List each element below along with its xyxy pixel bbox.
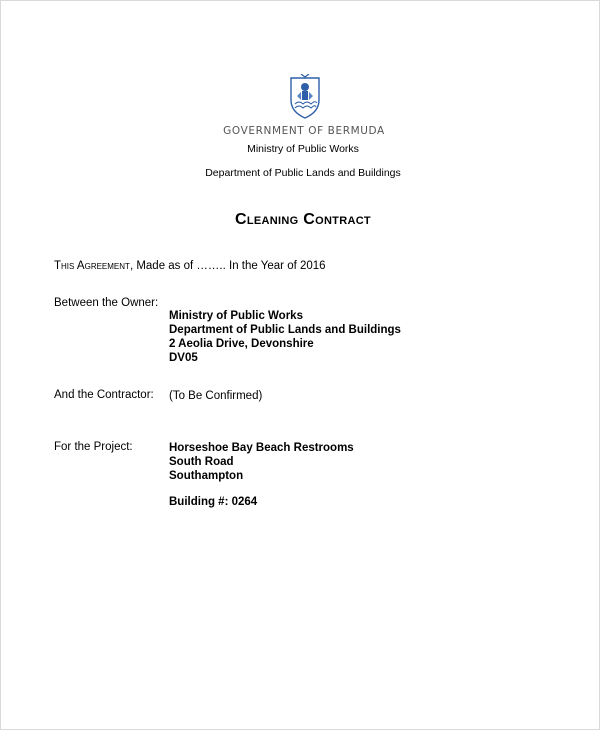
owner-label: Between the Owner: bbox=[54, 297, 159, 309]
government-name: GOVERNMENT OF BERMUDA bbox=[223, 125, 385, 137]
project-line: Horseshoe Bay Beach Restrooms bbox=[169, 442, 354, 454]
project-label: For the Project: bbox=[54, 441, 133, 453]
owner-line: 2 Aeolia Drive, Devonshire bbox=[169, 338, 314, 350]
department-name: Department of Public Lands and Buildings bbox=[205, 167, 401, 179]
contractor-name: (To Be Confirmed) bbox=[169, 390, 263, 402]
project-line: Southampton bbox=[169, 470, 244, 482]
owner-line: Department of Public Lands and Buildings bbox=[169, 324, 401, 336]
contractor-value bbox=[169, 389, 262, 403]
bermuda-crest-icon bbox=[287, 74, 323, 120]
agreement-line bbox=[54, 260, 326, 272]
building-number-block bbox=[169, 495, 257, 509]
owner-address bbox=[169, 309, 401, 365]
project-line: South Road bbox=[169, 456, 234, 468]
owner-line: DV05 bbox=[169, 352, 198, 364]
ministry-name: Ministry of Public Works bbox=[247, 143, 359, 155]
owner-line: Ministry of Public Works bbox=[169, 310, 303, 322]
agreement-prefix: This Agreement bbox=[54, 260, 130, 272]
agreement-text: , Made as of …….. In the Year of 2016 bbox=[129, 260, 326, 272]
project-address bbox=[169, 441, 354, 483]
building-number: Building #: 0264 bbox=[169, 496, 258, 508]
document-title: Cleaning Contract bbox=[235, 211, 371, 228]
contractor-label: And the Contractor: bbox=[54, 389, 154, 401]
